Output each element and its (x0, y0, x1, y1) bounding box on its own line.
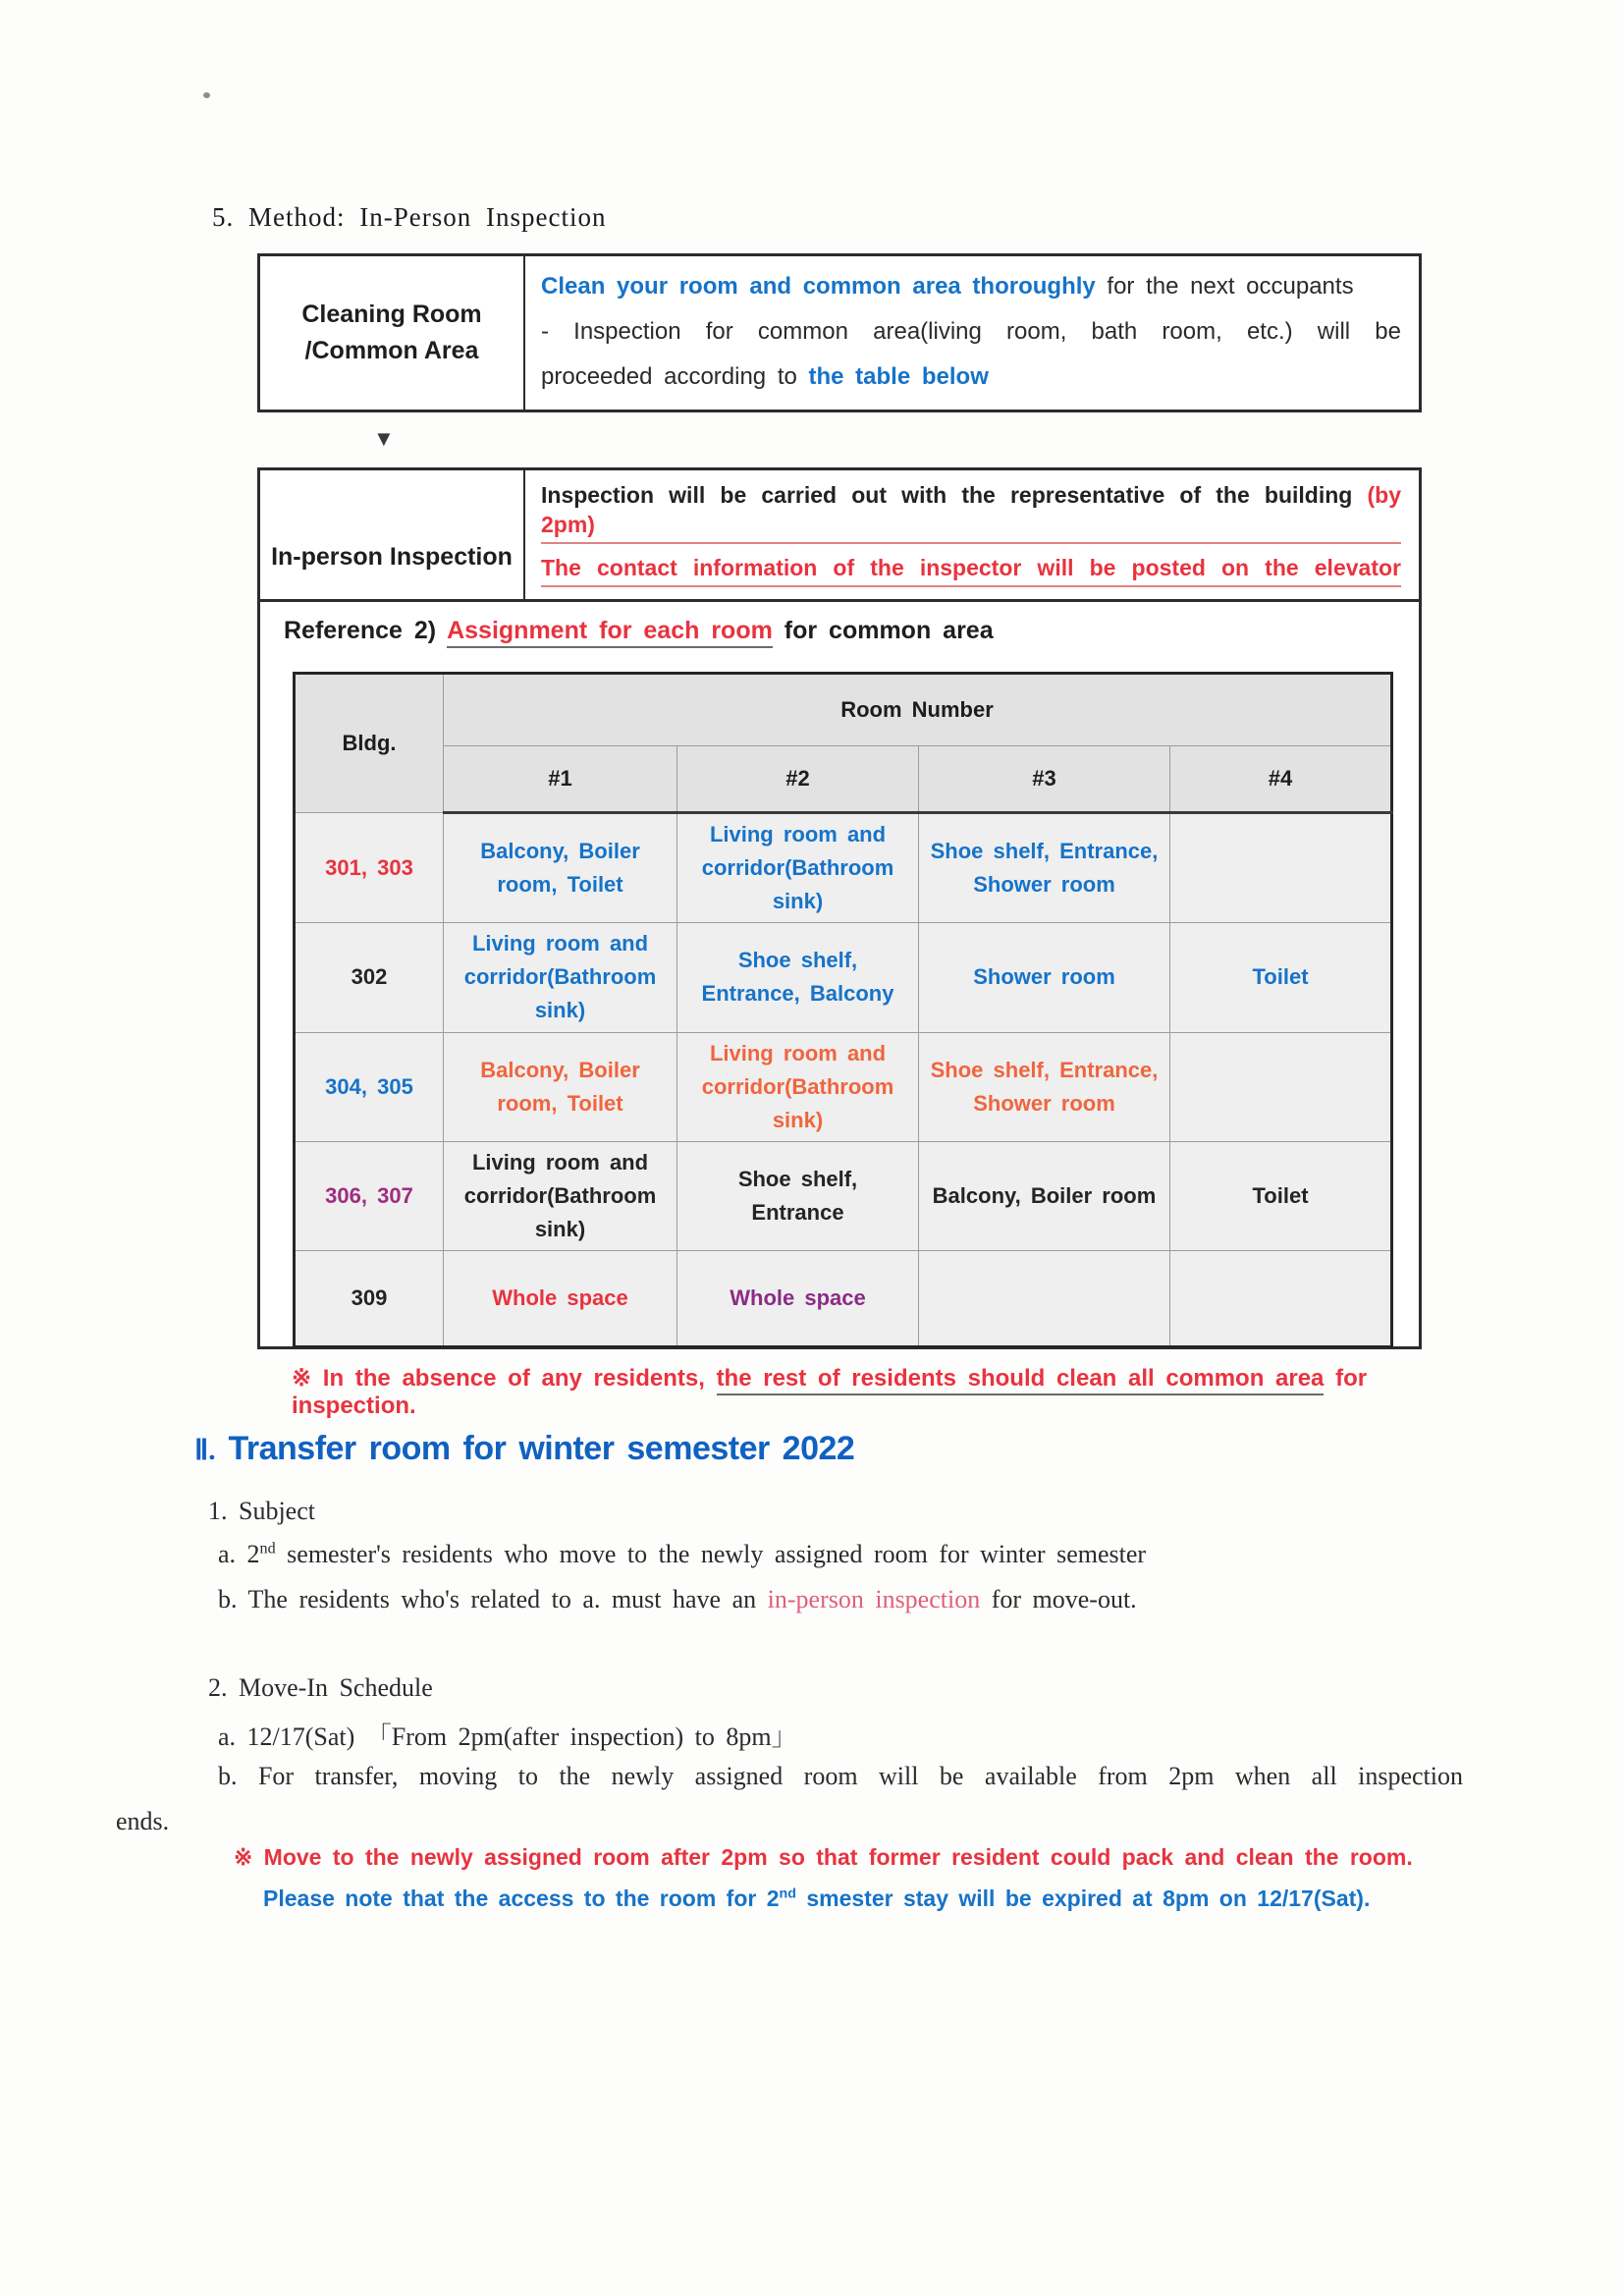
col-header-1: #1 (444, 746, 677, 813)
cleaning-table-content (525, 256, 1419, 410)
note-blue-superscript: nd (779, 1886, 796, 1902)
schedule-item-b: b. For transfer, moving to the newly assigned room will be available from 2pm when all inspection (218, 1762, 1463, 1790)
bldg-cell: 306, 307 (295, 1141, 444, 1250)
table-cell: Balcony, Boiler room (919, 1141, 1170, 1250)
transfer-heading (194, 1430, 854, 1468)
cleaning-label-line1: Cleaning Room (301, 300, 482, 328)
table-cell: Toilet (1170, 923, 1392, 1032)
transfer-heading-title: Transfer room for winter semester 2022 (228, 1430, 855, 1467)
table-cell: Shoe shelf, Entrance (677, 1141, 919, 1250)
subject-heading: 1. Subject (208, 1497, 315, 1525)
table-cell (1170, 813, 1392, 923)
cleaning-table (257, 253, 1422, 412)
bldg-cell: 309 (295, 1251, 444, 1347)
note-blue-pre: Please note that the access to the room for 2 (263, 1886, 780, 1911)
note-blue-post: smester stay will be expired at 8pm on 12/17(Sat). (795, 1886, 1371, 1911)
method-heading: 5. Method: In-Person Inspection (212, 202, 607, 232)
table-row (295, 923, 1392, 1032)
schedule-item-b-cont: ends. (116, 1807, 170, 1835)
table-cell: Living room and corridor(Bathroom sink) (677, 813, 919, 923)
table-cell: Living room and corridor(Bathroom sink) (677, 1032, 919, 1141)
cleaning-line1-black: for the next occupants (1095, 273, 1354, 300)
table-cell (1170, 1251, 1392, 1347)
cleaning-line3-blue: the table below (808, 363, 989, 390)
footnote-part2: for inspection. (292, 1365, 1368, 1420)
table-cell: Shoe shelf, Entrance, Balcony (677, 923, 919, 1032)
bldg-cell: 301, 303 (295, 813, 444, 923)
schedule-item-a: a. 12/17(Sat) 「From 2pm(after inspection) to 8pm」 (218, 1722, 797, 1751)
room-assignment-table (293, 672, 1393, 1348)
item-a-superscript: nd (259, 1540, 276, 1558)
cleaning-line2: - Inspection for common area(living room, bath room, etc.) will be (541, 318, 1401, 345)
scan-speck (203, 92, 210, 98)
item-b-highlight: in-person inspection (767, 1585, 981, 1613)
table-cell: Balcony, Boiler room, Toilet (444, 813, 677, 923)
reference-title-black2: for common area (772, 617, 994, 644)
cleaning-line3-black: proceeded according to (541, 363, 809, 390)
transfer-note-blue (263, 1886, 1370, 1912)
inspection-line1-red: (by 2pm) (541, 482, 1401, 537)
bldg-cell: 304, 305 (295, 1032, 444, 1141)
footnote-part1: ※ In the absence of any residents, (292, 1365, 717, 1393)
reference-title-red: Assignment for each room (447, 617, 773, 648)
cleaning-line1 (541, 264, 1401, 309)
table-cell: Whole space (677, 1251, 919, 1347)
subject-item-b (218, 1585, 1137, 1614)
table-cell: Shoe shelf, Entrance, Shower room (919, 1032, 1170, 1141)
inspection-table-label: In-person Inspection (260, 470, 525, 644)
table-cell: Balcony, Boiler room, Toilet (444, 1032, 677, 1141)
item-a-post: semester's residents who move to the newly assigned room for winter semester (275, 1540, 1147, 1568)
down-arrow-icon: ▼ (373, 426, 395, 451)
transfer-note-red: ※ Move to the newly assigned room after 2pm so that former resident could pack and clean the room. (234, 1844, 1413, 1870)
subject-item-a (218, 1540, 1146, 1569)
footnote-underlined: the rest of residents should clean all common area (717, 1365, 1325, 1395)
cleaning-label-line2: /Common Area (304, 337, 479, 364)
table-cell: Shower room (919, 923, 1170, 1032)
inspection-line1-black: Inspection will be carried out with the representative of the building (541, 482, 1368, 508)
col-header-2: #2 (677, 746, 919, 813)
col-header-4: #4 (1170, 746, 1392, 813)
reference-title (284, 617, 1419, 645)
col-header-3: #3 (919, 746, 1170, 813)
table-cell: Toilet (1170, 1141, 1392, 1250)
cleaning-line3 (541, 355, 1401, 400)
table-cell: Living room and corridor(Bathroom sink) (444, 1141, 677, 1250)
cleaning-table-label (260, 256, 525, 410)
table-cell (919, 1251, 1170, 1347)
table-row (295, 1141, 1392, 1250)
reference-footnote (292, 1364, 1419, 1420)
table-row (295, 1251, 1392, 1347)
table-cell (1170, 1032, 1392, 1141)
bldg-cell: 302 (295, 923, 444, 1032)
schedule-heading: 2. Move-In Schedule (208, 1673, 433, 1702)
item-b-pre: b. The residents who's related to a. must have an (218, 1585, 768, 1613)
reference-title-black1: Reference 2) (284, 617, 448, 644)
table-cell: Shoe shelf, Entrance, Shower room (919, 813, 1170, 923)
inspection-line1 (541, 480, 1401, 544)
table-row (295, 813, 1392, 923)
table-cell: Living room and corridor(Bathroom sink) (444, 923, 677, 1032)
col-header-room-number: Room Number (444, 674, 1392, 746)
item-b-post: for move-out. (980, 1585, 1137, 1613)
reference-box (257, 599, 1422, 1420)
cleaning-line1-blue: Clean your room and common area thoroughly (541, 273, 1096, 300)
inspection-line2: The contact information of the inspector will be posted on the elevator (541, 553, 1401, 587)
table-cell: Whole space (444, 1251, 677, 1347)
transfer-heading-numeral: Ⅱ. (194, 1435, 216, 1466)
col-header-bldg: Bldg. (295, 674, 444, 813)
transfer-heading-text (216, 1430, 229, 1467)
table-row (295, 1032, 1392, 1141)
item-a-pre: a. 2 (218, 1540, 260, 1568)
